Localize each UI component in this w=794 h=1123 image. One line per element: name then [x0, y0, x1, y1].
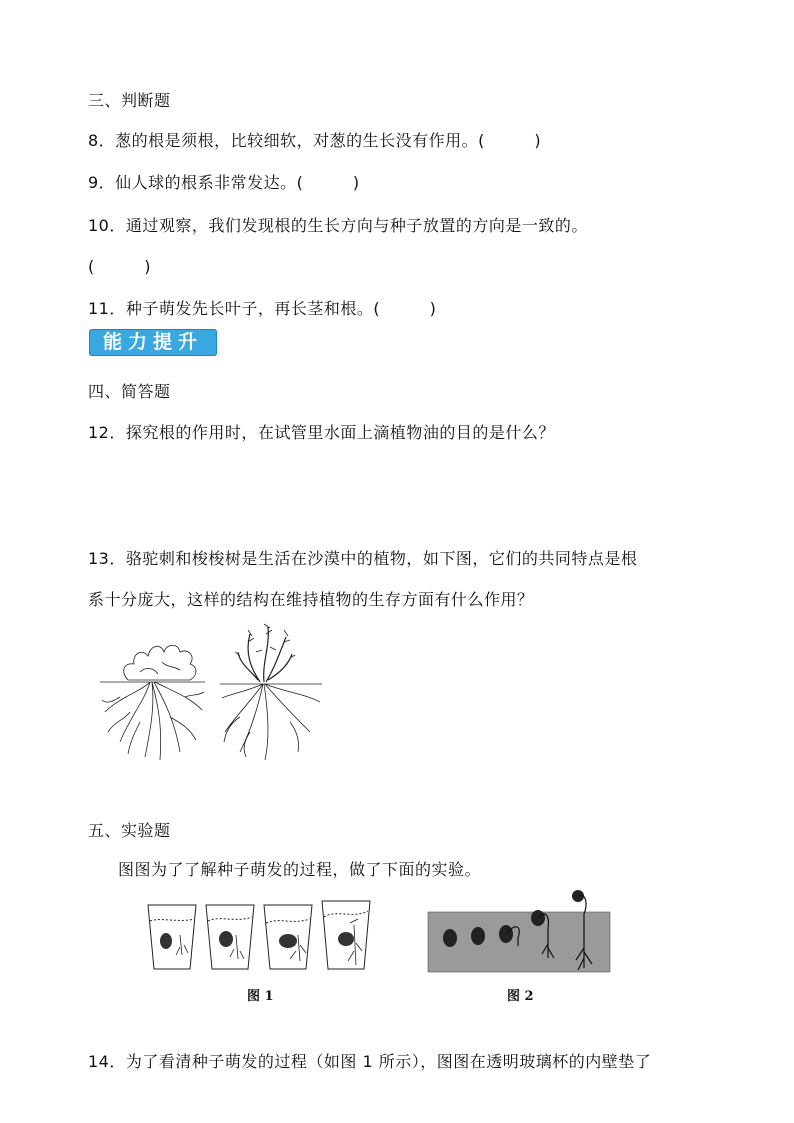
question-13-line-2: 系十分庞大，这样的结构在维持植物的生存方面有什么作用？: [88, 590, 534, 609]
question-11: 11．种子萌发先长叶子，再长茎和根。( ): [88, 299, 437, 318]
figure-2-caption: 图 2: [507, 989, 534, 1004]
figure-1-glass-cups: [140, 895, 378, 975]
question-10-answer-paren: ( ): [88, 257, 151, 276]
question-9: 9．仙人球的根系非常发达。( ): [88, 173, 360, 192]
section-title-experiment: 五、实验题: [88, 821, 171, 840]
figure-2-germination-sequence: [426, 888, 612, 974]
experiment-intro: 图图为了了解种子萌发的过程，做了下面的实验。: [118, 860, 482, 879]
question-12: 12．探究根的作用时，在试管里水面上滴植物油的目的是什么？: [88, 423, 555, 442]
section-title-short-answer: 四、简答题: [88, 382, 171, 401]
ability-improvement-banner: 能力提升: [89, 329, 217, 356]
question-14: 14．为了看清种子萌发的过程（如图 1 所示），图图在透明玻璃杯的内壁垫了: [88, 1052, 652, 1071]
question-13-line-1: 13．骆驼刺和梭梭树是生活在沙漠中的植物，如下图，它们的共同特点是根: [88, 549, 638, 568]
question-8: 8．葱的根是须根，比较细软，对葱的生长没有作用。( ): [88, 131, 542, 150]
question-10: 10．通过观察，我们发现根的生长方向与种子放置的方向是一致的。: [88, 216, 588, 235]
figure-1-caption: 图 1: [247, 989, 274, 1004]
section-title-judgment: 三、判断题: [88, 91, 171, 110]
desert-plants-illustration: [100, 622, 325, 762]
